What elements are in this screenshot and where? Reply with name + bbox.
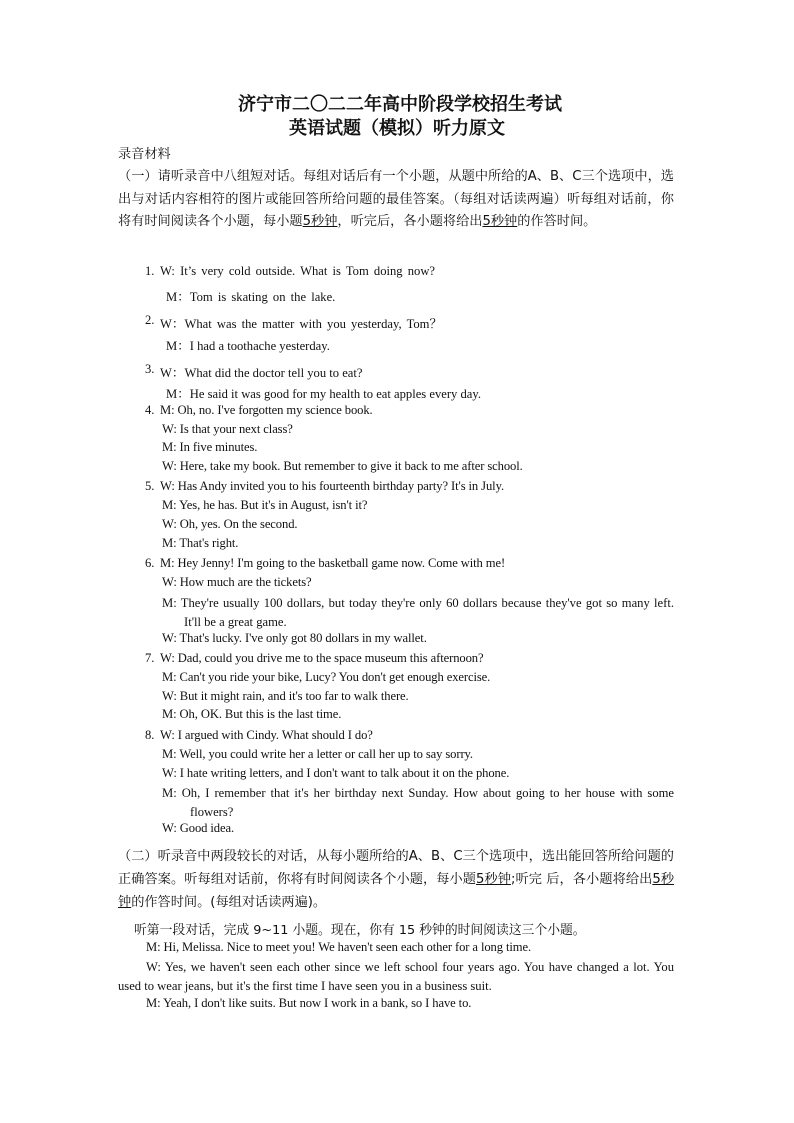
part1-instr-text-c: 的作答时间。 <box>517 214 597 229</box>
dialog-3-line-2: M：He said it was good for my health to eat apples every day. <box>166 387 481 401</box>
dialog-1-line-1: W: It’s very cold outside. What is Tom doing now? <box>160 264 436 278</box>
dialog-5-line-1: W: Has Andy invited you to his fourteenth birthday party? It's in July. <box>160 479 505 493</box>
part1-instr-text-a: （一）请听录音中八组短对话。每组对话后有一个小题，从题中所给的A、B、C三个选项中，选出与对话内容相符的图片或能回答所给问题的最佳答案。（每组对话读两遍）听每组对话前，你将有时间阅读各个小题，每小题 <box>118 169 674 229</box>
document-title: 济宁市二〇二二年高中阶段学校招生考试 <box>238 94 562 115</box>
document-subtitle: 英语试题（模拟）听力原文 <box>289 118 505 139</box>
dialog-8-line-5: W: Good idea. <box>162 821 235 835</box>
part1-time-2: 5秒钟 <box>482 214 518 229</box>
dialog-2-line-2: M：I had a toothache yesterday. <box>166 339 330 353</box>
dialog-7-line-1: W: Dad, could you drive me to the space museum this afternoon? <box>160 651 484 665</box>
part1-time-1: 5秒钟 <box>302 214 338 229</box>
part2-intro: 听第一段对话，完成 9~11 小题。现在，你有 15 秒钟的时间阅读这三个小题。 <box>134 923 586 938</box>
part2-line-1: M: Hi, Melissa. Nice to meet you! We haven't seen each other for a long time. <box>146 940 532 954</box>
dialog-4-number: 4. <box>145 403 155 417</box>
part1-instructions <box>118 166 674 234</box>
dialog-6-line-3: M: They're usually 100 dollars, but today they're only 60 dollars because they've got so many left. It'll be a great game. <box>162 596 674 629</box>
part2-line-2: W: Yes, we haven't seen each other since we left school four years ago. You have changed a lot. You used to wear jeans, but it's the first time I have seen you in a business suit. <box>118 960 674 993</box>
dialog-8-line-1: W: I argued with Cindy. What should I do? <box>160 728 373 742</box>
dialog-8-number: 8. <box>145 728 155 742</box>
dialog-8-line-2: M: Well, you could write her a letter or call her up to say sorry. <box>162 747 473 761</box>
dialog-6-number: 6. <box>145 556 155 570</box>
dialog-2-line-1: W：What was the matter with you yesterday, Tom？ <box>160 317 443 331</box>
part2-instr-text-a: （二）听录音中两段较长的对话，从每小题所给的A、B、C三个选项中，选出能回答所给问题的正确答案。听每组对话前，你将有时间阅读各个小题，每小题 <box>118 849 674 887</box>
dialog-5-line-4: M: That's right. <box>162 536 239 550</box>
section-label: 录音材料 <box>118 147 171 162</box>
dialog-7-line-2: M: Can't you ride your bike, Lucy? You don't get enough exercise. <box>162 670 491 684</box>
part2-instr-text-c: 的作答时间。(每组对话读两遍)。 <box>131 895 327 910</box>
dialog-7-line-3: W: But it might rain, and it's too far to walk there. <box>162 689 409 703</box>
dialog-6-line-2: W: How much are the tickets? <box>162 575 312 589</box>
dialog-6-line-1: M: Hey Jenny! I'm going to the basketball game now. Come with me! <box>160 556 506 570</box>
dialog-7-number: 7. <box>145 651 155 665</box>
dialog-1-number: 1. <box>145 264 155 278</box>
dialog-7-line-4: M: Oh, OK. But this is the last time. <box>162 707 342 721</box>
part2-instr-text-b: ;听完 后，各小题将给出 <box>510 872 653 887</box>
dialog-4-line-3: M: In five minutes. <box>162 440 258 454</box>
part2-instructions <box>118 845 674 914</box>
dialog-4-line-2: W: Is that your next class? <box>162 422 293 436</box>
dialog-4-line-1: M: Oh, no. I've forgotten my science book. <box>160 403 373 417</box>
dialog-6-line-4: W: That's lucky. I've only got 80 dollars in my wallet. <box>162 631 427 645</box>
dialog-1-line-2: M：Tom is skating on the lake. <box>166 290 336 304</box>
dialog-5-line-3: W: Oh, yes. On the second. <box>162 517 298 531</box>
dialog-5-number: 5. <box>145 479 155 493</box>
part2-line-3: M: Yeah, I don't like suits. But now I work in a bank, so I have to. <box>146 996 472 1010</box>
dialog-5-line-2: M: Yes, he has. But it's in August, isn't it? <box>162 498 368 512</box>
dialog-3-line-1: W：What did the doctor tell you to eat? <box>160 366 363 380</box>
dialog-8-line-3: W: I hate writing letters, and I don't want to talk about it on the phone. <box>162 766 510 780</box>
part2-time-2: 5秒钟 <box>118 872 675 910</box>
part1-instr-text-b: ，听完后，各小题将给出 <box>337 214 483 229</box>
part2-time-1: 5秒钟 <box>476 872 511 887</box>
dialog-3-number: 3. <box>145 362 155 376</box>
dialog-8-line-4: M: Oh, I remember that it's her birthday next Sunday. How about going to her house with some flowers? <box>162 786 674 819</box>
dialog-4-line-4: W: Here, take my book. But remember to give it back to me after school. <box>162 459 523 473</box>
dialog-2-number: 2. <box>145 313 155 327</box>
